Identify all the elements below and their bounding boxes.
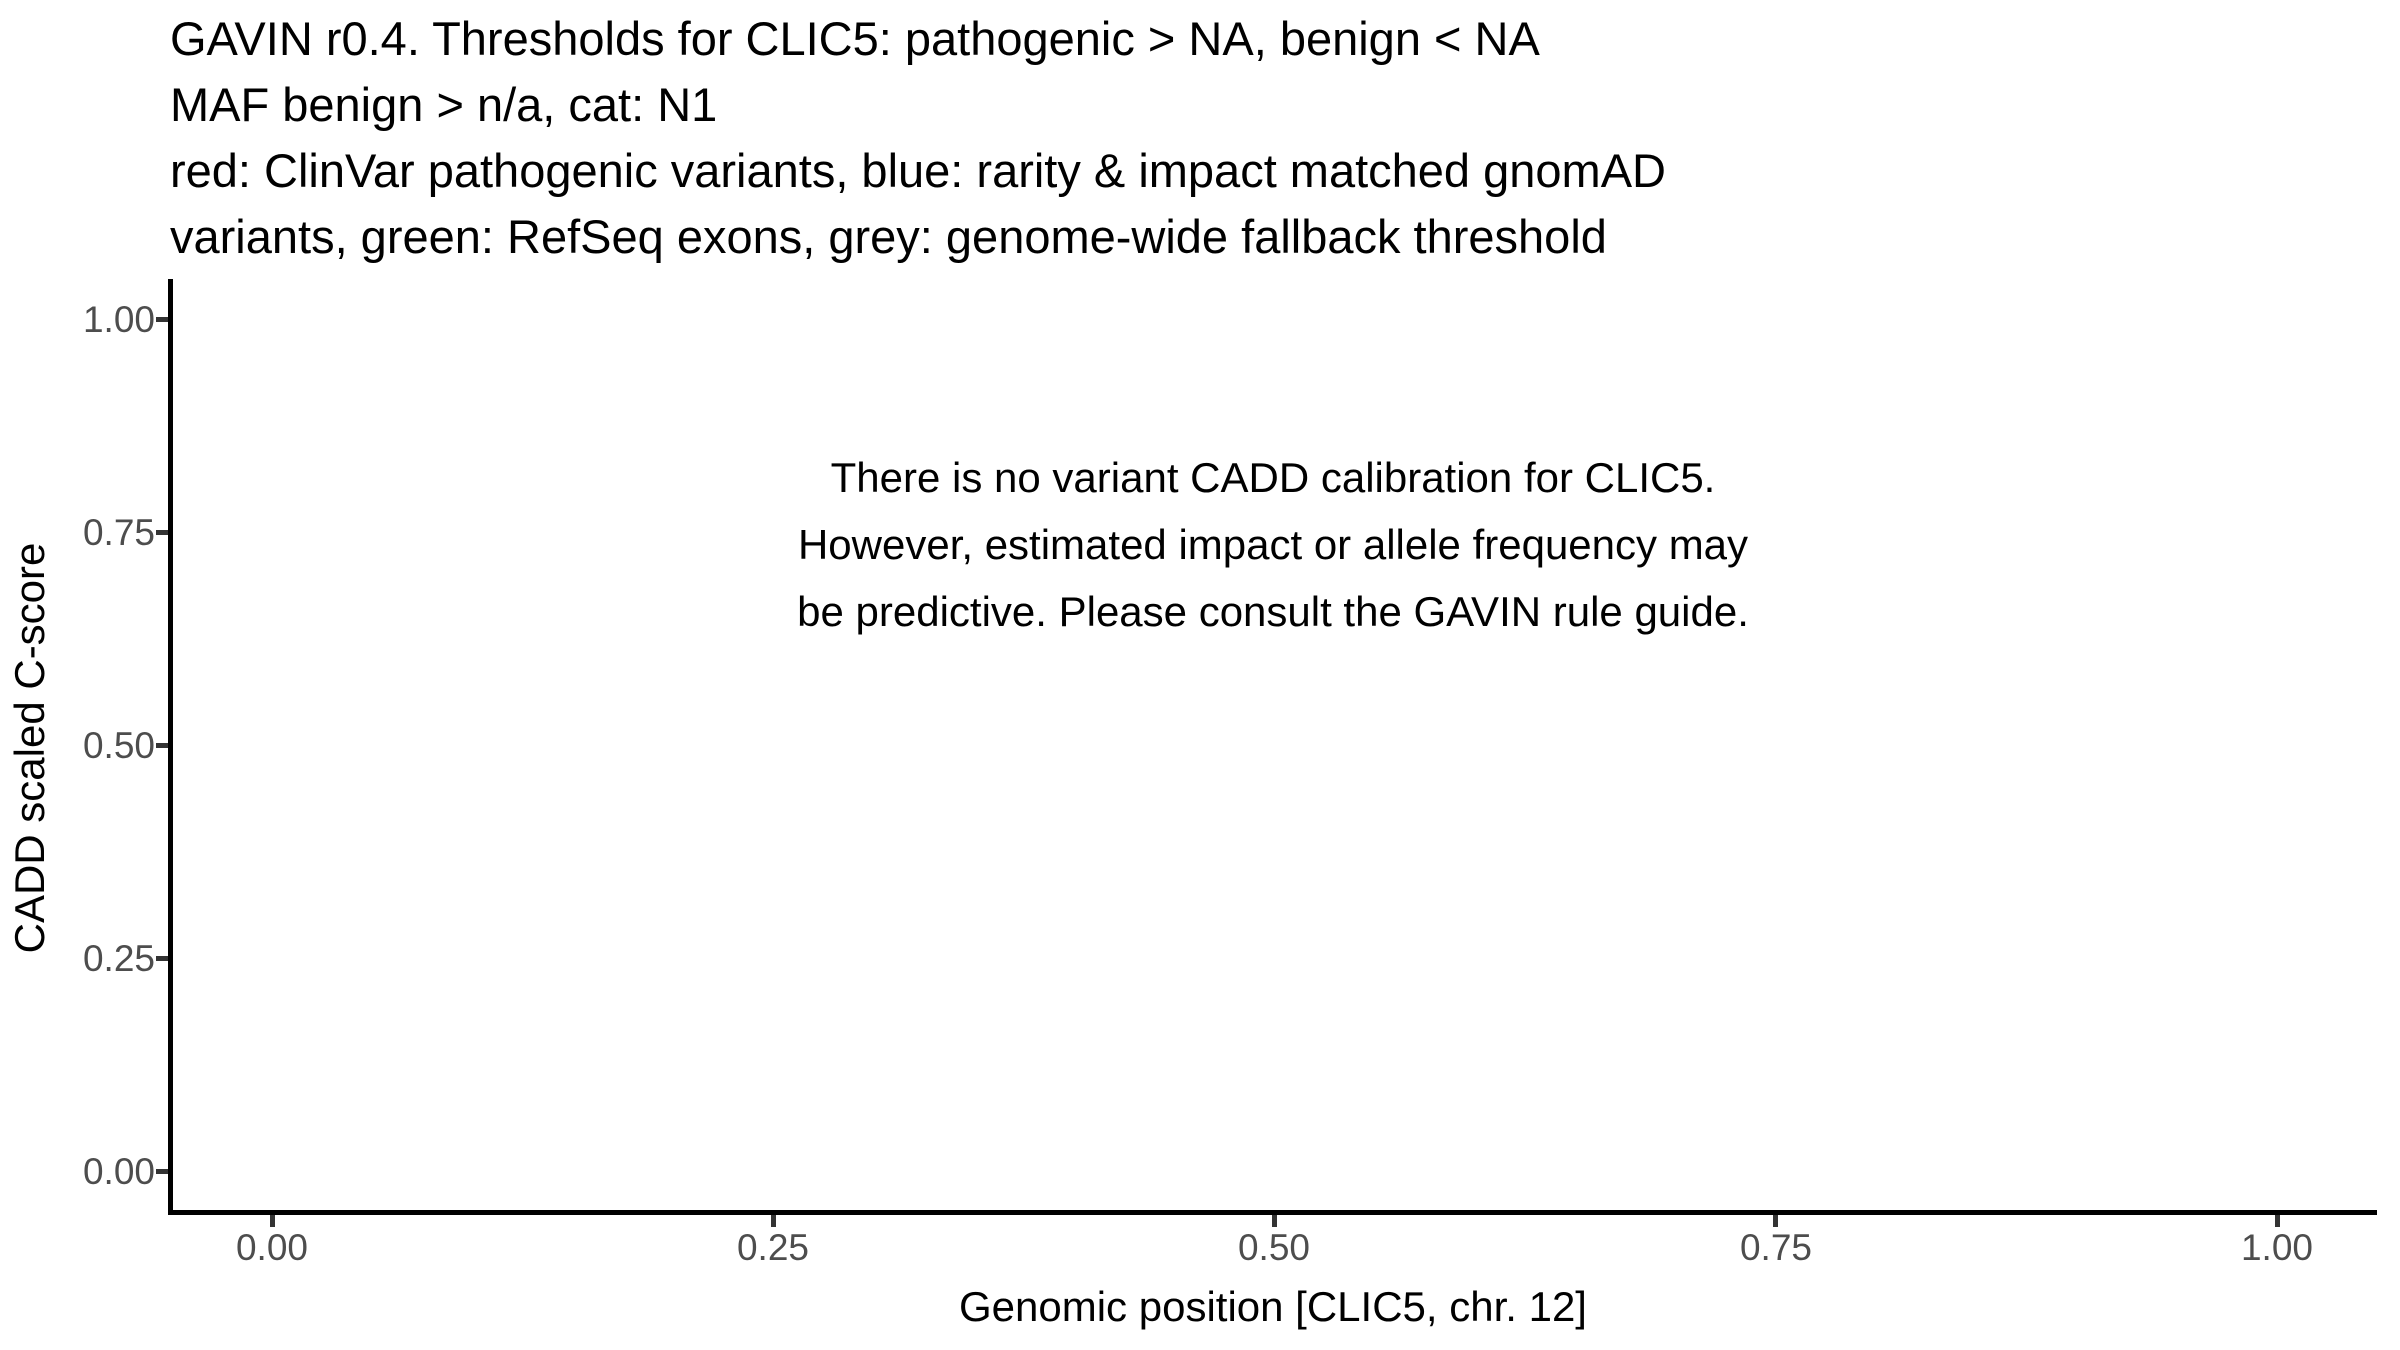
plot-panel [168, 279, 2377, 1215]
no-calibration-message-line-3: be predictive. Please consult the GAVIN rule guide. [797, 588, 1749, 635]
plot-title-line-3: red: ClinVar pathogenic variants, blue: rarity & impact matched gnomAD [170, 144, 1666, 197]
y-axis-title: CADD scaled C-score [6, 542, 53, 954]
y-tick-mark-0.50 [156, 743, 168, 748]
x-tick-label-1.00: 1.00 [2240, 1227, 2313, 1268]
x-tick-label-0.75: 0.75 [1739, 1227, 1812, 1268]
y-tick-label-0.00: 0.00 [82, 1151, 155, 1192]
y-tick-mark-0.25 [156, 956, 168, 961]
no-calibration-message [673, 444, 1873, 645]
no-calibration-message-line-2: However, estimated impact or allele frequency may [797, 521, 1749, 568]
x-axis-title: Genomic position [CLIC5, chr. 12] [959, 1283, 1587, 1330]
x-tick-label-0.50: 0.50 [1237, 1227, 1310, 1268]
y-tick-label-0.75: 0.75 [82, 512, 155, 553]
no-calibration-message-line-1: There is no variant CADD calibration for CLIC5. [830, 454, 1716, 501]
x-tick-label-0.25: 0.25 [736, 1227, 809, 1268]
x-tick-label-0.00: 0.00 [235, 1227, 308, 1268]
y-tick-mark-1.00 [156, 317, 168, 322]
y-tick-label-0.25: 0.25 [82, 938, 155, 979]
y-tick-label-1.00: 1.00 [82, 299, 155, 340]
plot-title-line-1: GAVIN r0.4. Thresholds for CLIC5: pathogenic > NA, benign < NA [170, 12, 1540, 65]
y-tick-label-0.50: 0.50 [82, 725, 155, 766]
plot-title [170, 6, 1666, 270]
plot-title-line-2: MAF benign > n/a, cat: N1 [170, 78, 718, 131]
y-tick-mark-0.75 [156, 530, 168, 535]
plot-title-line-4: variants, green: RefSeq exons, grey: genome-wide fallback threshold [170, 210, 1607, 263]
y-tick-mark-0.00 [156, 1169, 168, 1174]
